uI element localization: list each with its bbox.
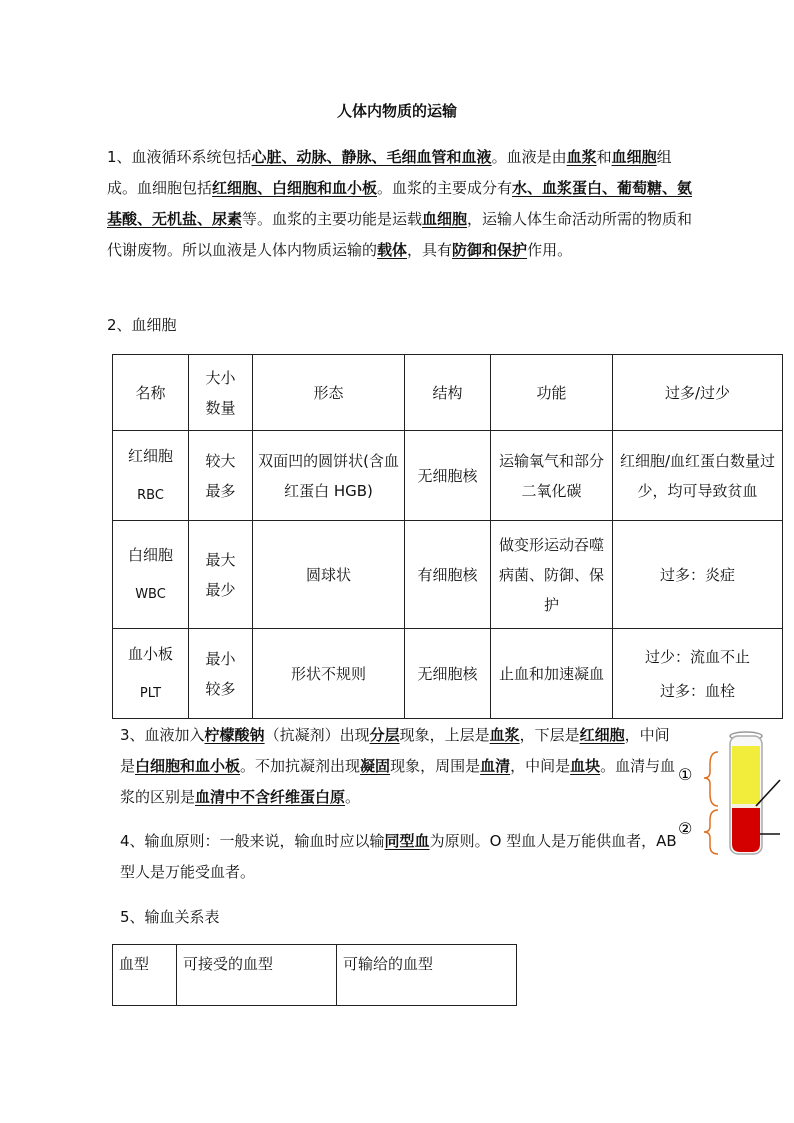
header-abnormal: 过多/过少	[613, 355, 783, 431]
label-1: ①	[678, 765, 693, 784]
cell-size: 最大 最少	[189, 521, 253, 629]
table-header-row	[113, 355, 783, 431]
cell-name: 红细胞 RBC	[113, 431, 189, 521]
header-function: 功能	[491, 355, 613, 431]
cell-shape: 双面凹的圆饼状(含血红蛋白 HGB)	[253, 431, 405, 521]
test-tube-figure	[672, 722, 782, 862]
cell-shape: 形状不规则	[253, 629, 405, 719]
cell-size: 较大 最多	[189, 431, 253, 521]
cell-structure: 无细胞核	[405, 431, 491, 521]
blood-cell-table	[112, 354, 783, 719]
table-row	[113, 431, 783, 521]
table-header-row	[113, 945, 517, 1006]
red-cell-layer	[732, 808, 760, 852]
paragraph-blood-circulation: 1、血液循环系统包括心脏、动脉、静脉、毛细血管和血液。血液是由血浆和血细胞组成。血细胞包括红细胞、白细胞和血小板。血浆的主要成分有水、血浆蛋白、葡萄糖、氨基酸、无机盐、尿素等。血浆的主要功能是运载血细胞，运输人体生命活动所需的物质和代谢废物。所以血液是人体内物质运输的载体，具有防御和保护作用。	[107, 148, 693, 259]
cell-name: 血小板 PLT	[113, 629, 189, 719]
header-structure: 结构	[405, 355, 491, 431]
transfusion-table	[112, 944, 517, 1006]
paragraph-transfusion-principle: 4、输血原则：一般来说，输血时应以输同型血为原则。O 型血人是万能供血者，AB 型人是万能受血者。	[120, 832, 677, 881]
cell-structure: 有细胞核	[405, 521, 491, 629]
header-size: 大小 数量	[189, 355, 253, 431]
table-row	[113, 629, 783, 719]
cell-abnormal: 过多：炎症	[613, 521, 783, 629]
header-can-receive: 可接受的血型	[177, 945, 337, 1006]
cell-function: 止血和加速凝血	[491, 629, 613, 719]
cell-size: 最小 较多	[189, 629, 253, 719]
label-2: ②	[678, 819, 693, 838]
cell-shape: 圆球状	[253, 521, 405, 629]
header-can-donate: 可输给的血型	[337, 945, 517, 1006]
buffy-layer	[732, 804, 760, 808]
header-name: 名称	[113, 355, 189, 431]
cell-function: 运输氧气和部分二氧化碳	[491, 431, 613, 521]
paragraph-anticoagulant: 3、血液加入柠檬酸钠（抗凝剂）出现分层现象，上层是血浆，下层是红细胞，中间是白细胞和血小板。不加抗凝剂出现凝固现象，周围是血清，中间是血块。血清与血浆的区别是血清中不含纤维蛋白原。	[120, 726, 676, 806]
cell-function: 做变形运动吞噬病菌、防御、保护	[491, 521, 613, 629]
cell-name: 白细胞 WBC	[113, 521, 189, 629]
cell-structure: 无细胞核	[405, 629, 491, 719]
cell-abnormal: 过少：流血不止 过多：血栓	[613, 629, 783, 719]
cell-abnormal: 红细胞/血红蛋白数量过少，均可导致贫血	[613, 431, 783, 521]
header-blood-type: 血型	[113, 945, 177, 1006]
brace-lower	[704, 810, 718, 854]
section-heading-transfusion-table: 5、输血关系表	[120, 908, 220, 926]
header-shape: 形态	[253, 355, 405, 431]
section-heading-blood-cells: 2、血细胞	[107, 316, 177, 334]
page-title: 人体内物质的运输	[336, 102, 457, 120]
brace-upper	[704, 752, 718, 806]
table-row	[113, 521, 783, 629]
plasma-layer	[732, 746, 760, 804]
